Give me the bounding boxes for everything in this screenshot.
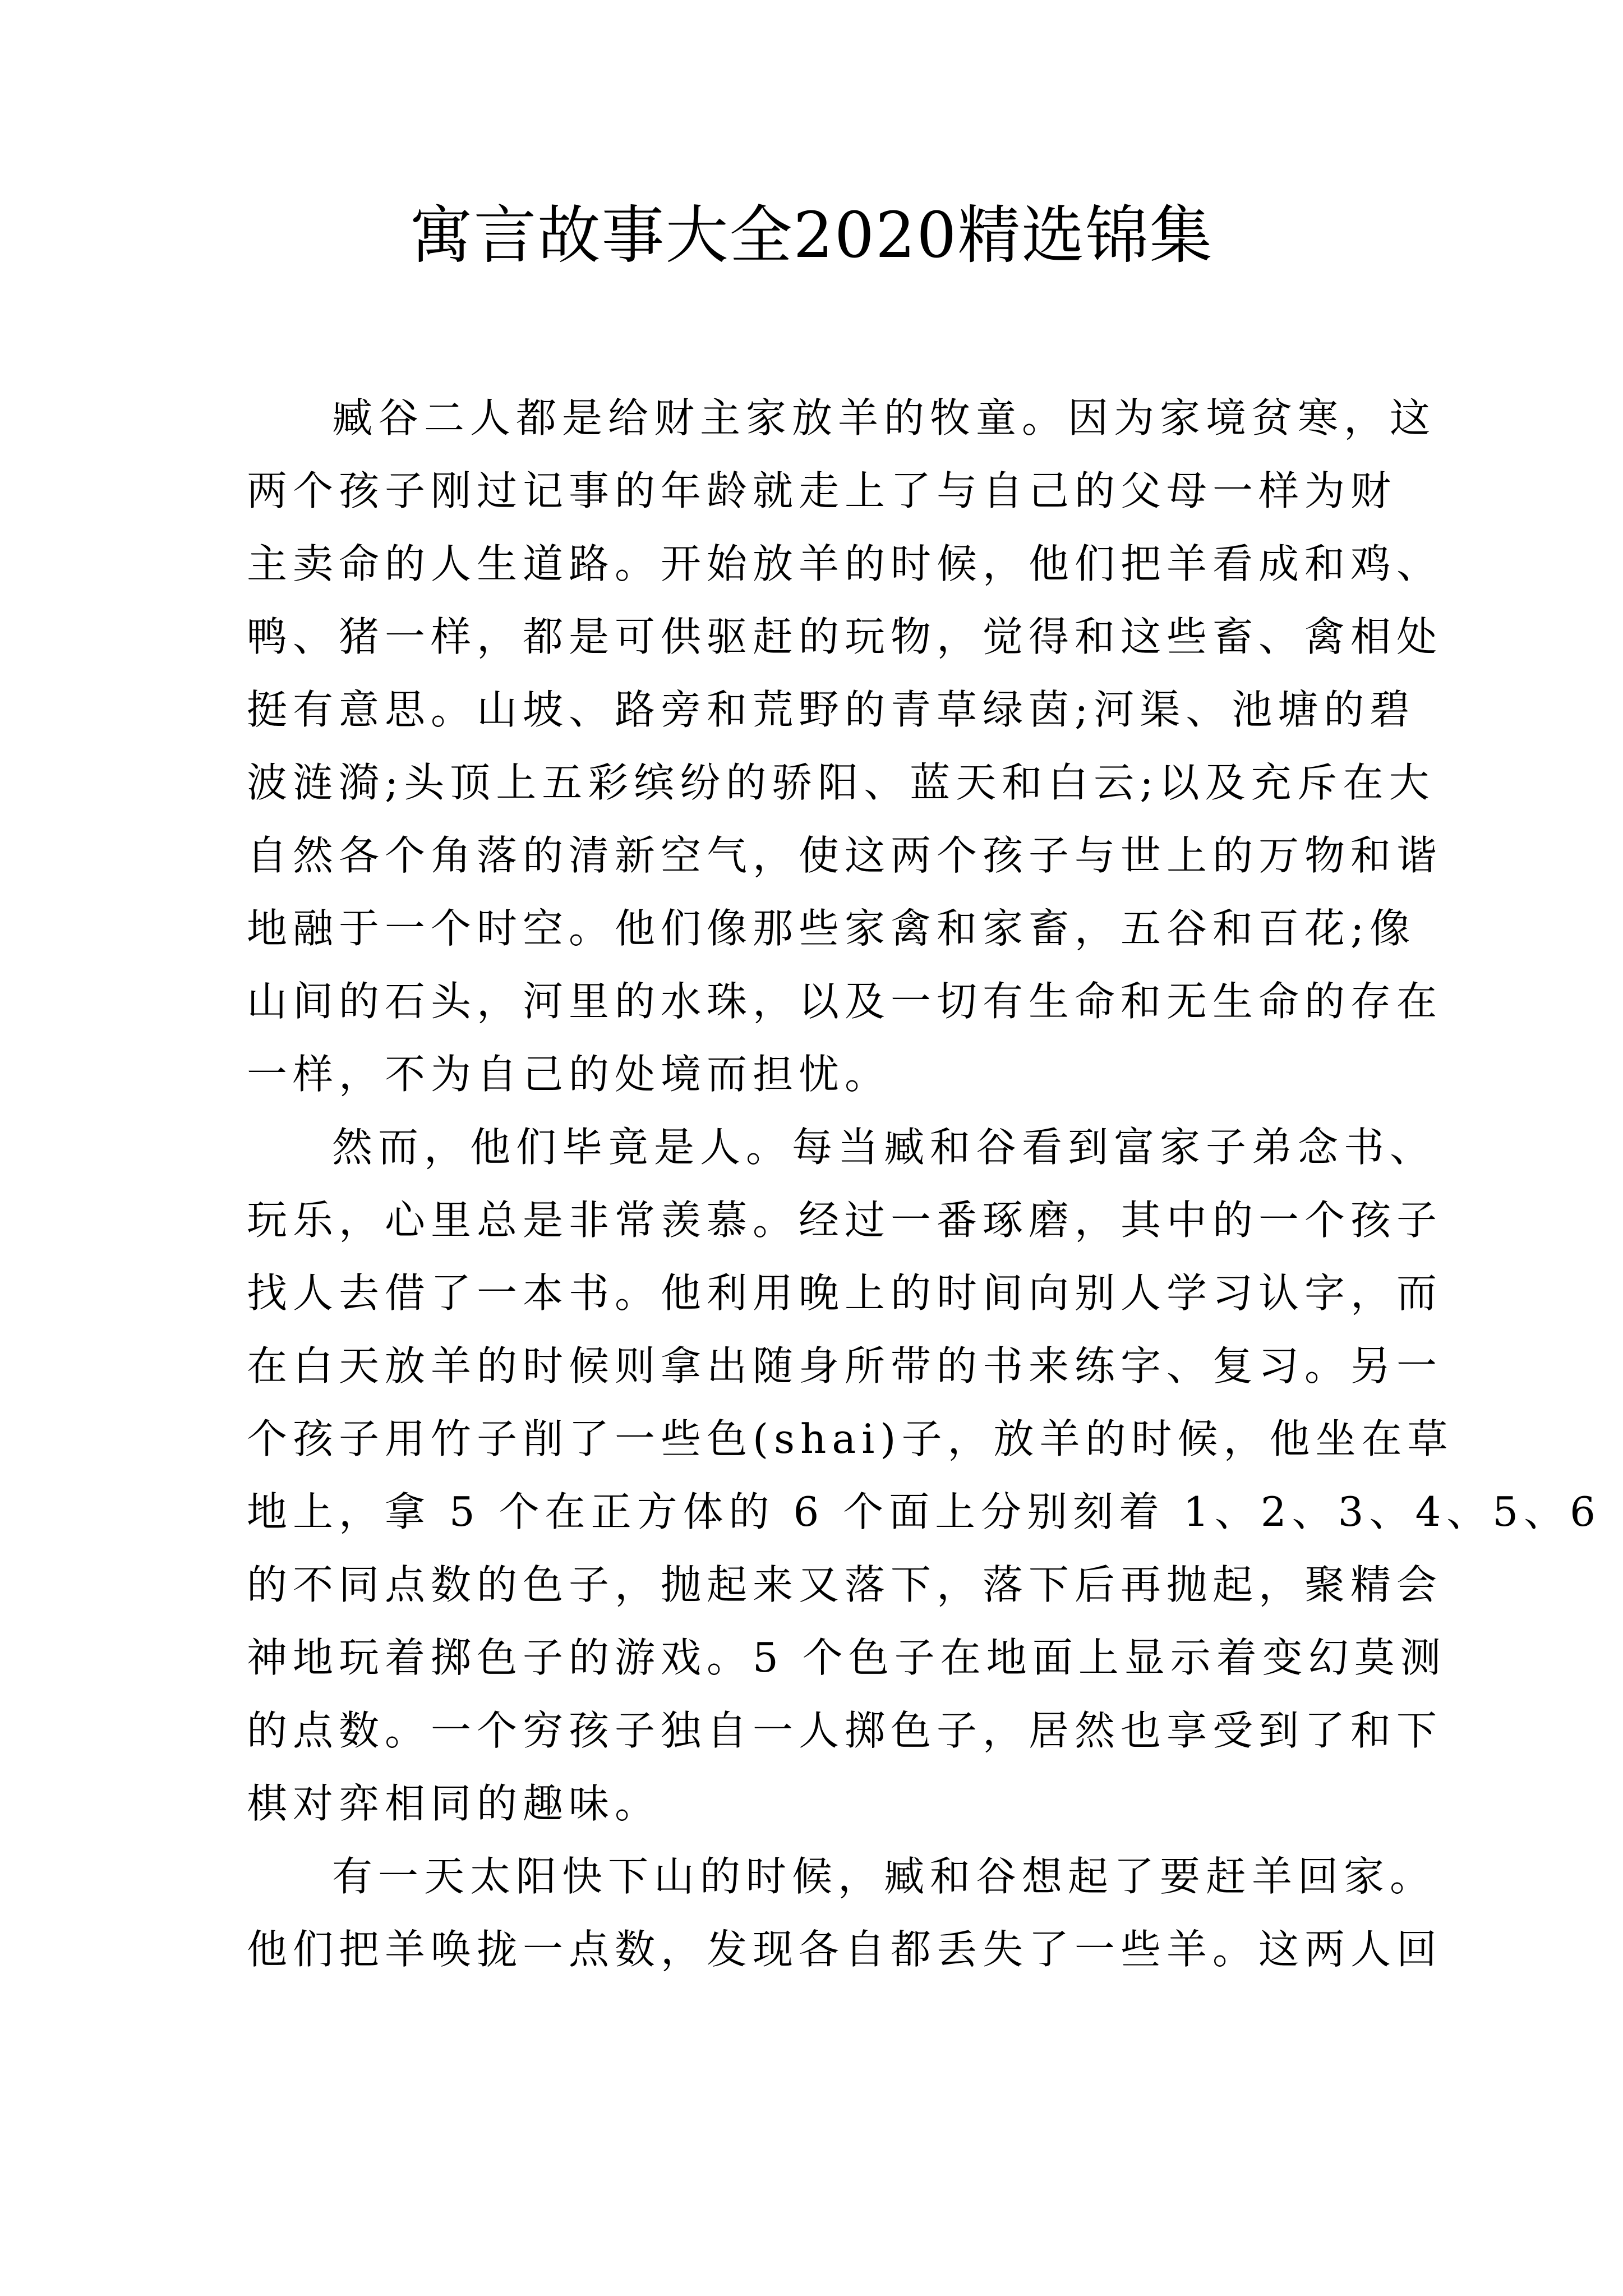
text-line: 山间的石头，河里的水珠，以及一切有生命和无生命的存在 — [247, 978, 1443, 1025]
text-line: 他们把羊唤拢一点数，发现各自都丢失了一些羊。这两人回 — [247, 1926, 1443, 1973]
text-line: 神地玩着掷色子的游戏。5 个色子在地面上显示着变幻莫测 — [247, 1634, 1446, 1681]
text-line: 自然各个角落的清新空气，使这两个孩子与世上的万物和谐 — [247, 832, 1443, 879]
text-line: 有一天太阳快下山的时候，臧和谷想起了要赶羊回家。 — [332, 1853, 1436, 1900]
text-line: 地上，拿 5 个在正方体的 6 个面上分别刻着 1、2、3、4、5、6 — [247, 1488, 1601, 1535]
text-line: 的不同点数的色子，抛起来又落下，落下后再抛起，聚精会 — [247, 1561, 1443, 1608]
text-line: 波涟漪;头顶上五彩缤纷的骄阳、蓝天和白云;以及充斥在大 — [247, 759, 1435, 806]
text-line: 臧谷二人都是给财主家放羊的牧童。因为家境贫寒，这 — [332, 394, 1436, 441]
text-line: 两个孩子刚过记事的年龄就走上了与自己的父母一样为财 — [247, 467, 1397, 514]
text-line: 的点数。一个穷孩子独自一人掷色子，居然也享受到了和下 — [247, 1707, 1443, 1754]
text-line: 棋对弈相同的趣味。 — [247, 1780, 661, 1827]
text-line: 在白天放羊的时候则拿出随身所带的书来练字、复习。另一 — [247, 1342, 1443, 1389]
document-title: 寓言故事大全2020精选锦集 — [409, 199, 1214, 272]
text-line: 主卖命的人生道路。开始放羊的时候，他们把羊看成和鸡、 — [247, 540, 1443, 587]
text-line: 然而，他们毕竟是人。每当臧和谷看到富家子弟念书、 — [332, 1124, 1436, 1171]
text-line: 鸭、猪一样，都是可供驱赶的玩物，觉得和这些畜、禽相处 — [247, 613, 1443, 660]
text-line: 挺有意思。山坡、路旁和荒野的青草绿茵;河渠、池塘的碧 — [247, 686, 1416, 733]
text-line: 找人去借了一本书。他利用晚上的时间向别人学习认字，而 — [247, 1269, 1443, 1317]
text-line: 玩乐，心里总是非常羡慕。经过一番琢磨，其中的一个孩子 — [247, 1197, 1443, 1244]
text-line: 地融于一个时空。他们像那些家禽和家畜，五谷和百花;像 — [247, 905, 1416, 952]
text-line: 个孩子用竹子削了一些色(shai)子，放羊的时候，他坐在草 — [247, 1415, 1454, 1462]
text-line: 一样，不为自己的处境而担忧。 — [247, 1051, 891, 1098]
